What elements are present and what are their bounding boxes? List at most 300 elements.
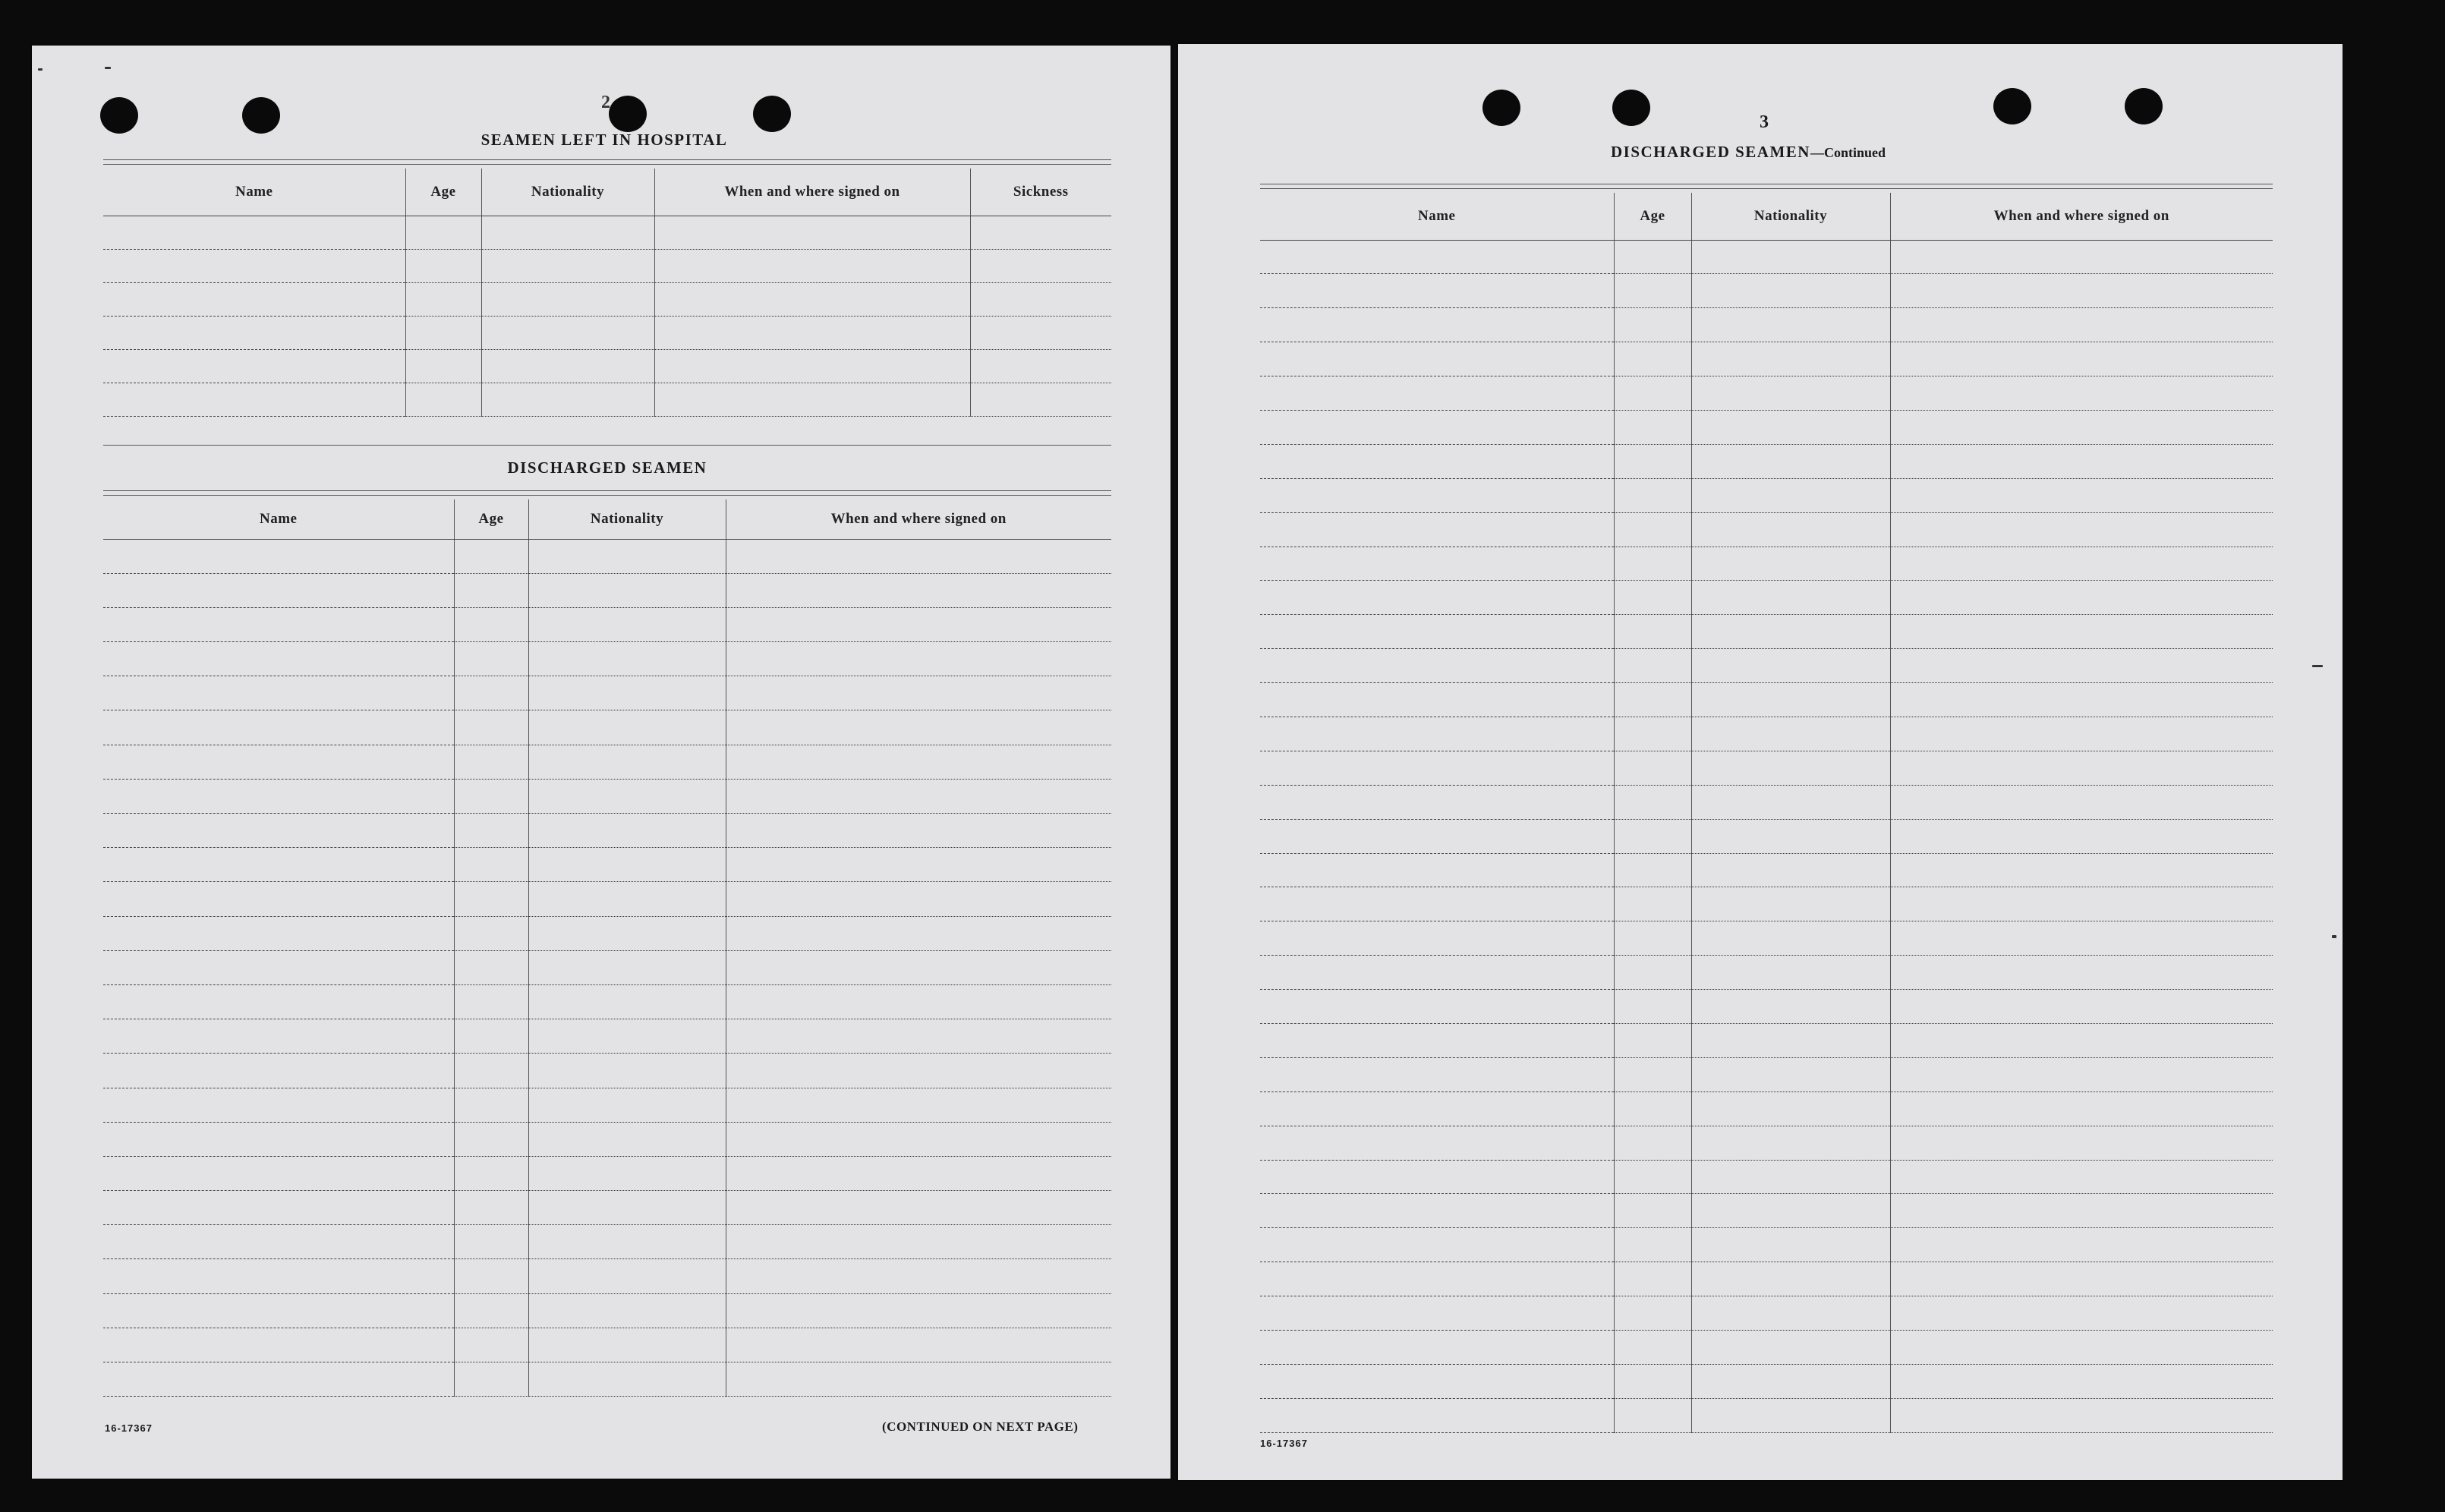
table-row — [103, 1225, 1111, 1259]
table-cell[interactable] — [103, 848, 454, 882]
table-header-row — [1260, 193, 2273, 240]
table-cell[interactable] — [1691, 410, 1890, 444]
table-cell[interactable] — [1890, 1296, 2273, 1331]
table-cell[interactable] — [454, 1054, 528, 1088]
table-cell[interactable] — [1890, 478, 2273, 512]
table-cell[interactable] — [528, 814, 726, 848]
table-cell[interactable] — [454, 745, 528, 779]
table-cell[interactable] — [481, 349, 654, 383]
table-cell[interactable] — [726, 1225, 1111, 1259]
table-cell[interactable] — [726, 950, 1111, 984]
table-cell[interactable] — [528, 779, 726, 813]
column-header: Name — [1260, 193, 1614, 240]
table-cell[interactable] — [1614, 1228, 1691, 1262]
table-cell[interactable] — [528, 1259, 726, 1293]
table-cell[interactable] — [1890, 1228, 2273, 1262]
table-cell[interactable] — [1260, 853, 1614, 887]
table-cell[interactable] — [1691, 1194, 1890, 1228]
table-cell[interactable] — [103, 676, 454, 710]
table-cell[interactable] — [454, 642, 528, 676]
table-cell[interactable] — [103, 916, 454, 950]
table-cell[interactable] — [1614, 1364, 1691, 1398]
section-title-text: DISCHARGED SEAMEN — [1611, 143, 1810, 161]
table-cell[interactable] — [1614, 1262, 1691, 1296]
table-cell[interactable] — [1260, 1160, 1614, 1194]
table-cell[interactable] — [454, 950, 528, 984]
table-cell[interactable] — [103, 710, 454, 745]
table-cell[interactable] — [1614, 547, 1691, 581]
table-cell[interactable] — [528, 950, 726, 984]
table-cell[interactable] — [1691, 649, 1890, 683]
table-cell[interactable] — [1614, 819, 1691, 853]
table-cell[interactable] — [1260, 819, 1614, 853]
table-cell[interactable] — [1260, 274, 1614, 308]
table-cell[interactable] — [528, 1191, 726, 1225]
table-cell[interactable] — [1890, 649, 2273, 683]
table-cell[interactable] — [528, 710, 726, 745]
left-page — [32, 46, 1171, 1479]
table-cell[interactable] — [1691, 956, 1890, 990]
column-header: When and where signed on — [654, 169, 970, 216]
table-cell[interactable] — [970, 349, 1111, 383]
table-cell[interactable] — [1890, 581, 2273, 615]
table-cell[interactable] — [726, 710, 1111, 745]
table-cell[interactable] — [103, 216, 405, 249]
table-cell[interactable] — [1260, 990, 1614, 1024]
table-row — [1260, 308, 2273, 342]
table-cell[interactable] — [726, 1054, 1111, 1088]
table-cell[interactable] — [654, 282, 970, 316]
table-cell[interactable] — [1614, 990, 1691, 1024]
table-cell[interactable] — [1614, 1126, 1691, 1160]
table-cell[interactable] — [726, 573, 1111, 607]
table-cell[interactable] — [1614, 1057, 1691, 1091]
page-number: 3 — [1760, 112, 1769, 132]
table-cell[interactable] — [454, 1156, 528, 1190]
table-cell[interactable] — [481, 383, 654, 416]
table-cell[interactable] — [103, 1328, 454, 1362]
table-cell[interactable] — [528, 539, 726, 573]
table-cell[interactable] — [726, 745, 1111, 779]
table-cell[interactable] — [528, 1088, 726, 1122]
table-cell[interactable] — [1691, 921, 1890, 956]
table-cell[interactable] — [454, 1122, 528, 1156]
table-cell[interactable] — [726, 642, 1111, 676]
table-row — [1260, 547, 2273, 581]
table-cell[interactable] — [454, 1019, 528, 1054]
table-cell[interactable] — [1890, 615, 2273, 649]
table-cell[interactable] — [1614, 581, 1691, 615]
table-cell[interactable] — [1890, 751, 2273, 785]
table-cell[interactable] — [1890, 956, 2273, 990]
table-row — [1260, 444, 2273, 478]
table-cell[interactable] — [1691, 1160, 1890, 1194]
table-cell[interactable] — [1260, 1364, 1614, 1398]
table-cell[interactable] — [528, 1328, 726, 1362]
table-cell[interactable] — [103, 950, 454, 984]
table-cell[interactable] — [454, 573, 528, 607]
table-cell[interactable] — [1614, 1023, 1691, 1057]
table-cell[interactable] — [1691, 547, 1890, 581]
table-cell[interactable] — [454, 1259, 528, 1293]
table-cell[interactable] — [1691, 376, 1890, 411]
table-cell[interactable] — [1614, 1331, 1691, 1365]
table-cell[interactable] — [528, 1225, 726, 1259]
table-cell[interactable] — [1691, 1057, 1890, 1091]
table-cell[interactable] — [103, 282, 405, 316]
table-cell[interactable] — [1614, 649, 1691, 683]
table-cell[interactable] — [970, 282, 1111, 316]
table-row — [1260, 1228, 2273, 1262]
table-cell[interactable] — [1614, 887, 1691, 921]
table-cell[interactable] — [1614, 683, 1691, 717]
punch-hole — [1612, 90, 1650, 126]
table-cell[interactable] — [1260, 581, 1614, 615]
table-cell[interactable] — [1890, 1262, 2273, 1296]
table-cell[interactable] — [103, 1122, 454, 1156]
table-cell[interactable] — [1890, 819, 2273, 853]
table-cell[interactable] — [454, 779, 528, 813]
table-cell[interactable] — [1260, 376, 1614, 411]
table-cell[interactable] — [103, 984, 454, 1019]
table-cell[interactable] — [1260, 1296, 1614, 1331]
table-cell[interactable] — [1890, 274, 2273, 308]
table-cell[interactable] — [1691, 1398, 1890, 1432]
table-cell[interactable] — [481, 249, 654, 282]
table-cell[interactable] — [103, 1088, 454, 1122]
table-cell[interactable] — [654, 249, 970, 282]
continued-note: (CONTINUED ON NEXT PAGE) — [882, 1419, 1079, 1434]
table-cell[interactable] — [726, 1088, 1111, 1122]
table-cell[interactable] — [1260, 921, 1614, 956]
table-cell[interactable] — [1614, 1296, 1691, 1331]
table-cell[interactable] — [1890, 1364, 2273, 1398]
table-cell[interactable] — [1691, 1331, 1890, 1365]
table-cell[interactable] — [481, 216, 654, 249]
table-cell[interactable] — [1890, 1091, 2273, 1126]
table-cell[interactable] — [654, 383, 970, 416]
table-cell[interactable] — [1260, 751, 1614, 785]
table-cell[interactable] — [1260, 1262, 1614, 1296]
table-cell[interactable] — [528, 573, 726, 607]
table-cell[interactable] — [1691, 751, 1890, 785]
table-cell[interactable] — [1614, 376, 1691, 411]
table-cell[interactable] — [405, 383, 481, 416]
table-cell[interactable] — [103, 607, 454, 641]
table-cell[interactable] — [970, 249, 1111, 282]
table-cell[interactable] — [454, 814, 528, 848]
table-cell[interactable] — [1260, 649, 1614, 683]
table-cell[interactable] — [454, 539, 528, 573]
table-cell[interactable] — [726, 1293, 1111, 1328]
table-cell[interactable] — [1890, 240, 2273, 274]
table-cell[interactable] — [1260, 887, 1614, 921]
table-cell[interactable] — [1691, 342, 1890, 376]
table-cell[interactable] — [726, 539, 1111, 573]
table-cell[interactable] — [454, 1191, 528, 1225]
table-cell[interactable] — [726, 676, 1111, 710]
table-cell[interactable] — [1691, 1228, 1890, 1262]
table-cell[interactable] — [405, 249, 481, 282]
table-cell[interactable] — [1691, 1023, 1890, 1057]
table-cell[interactable] — [1260, 1023, 1614, 1057]
table-cell[interactable] — [454, 607, 528, 641]
table-cell[interactable] — [1260, 444, 1614, 478]
table-cell[interactable] — [1614, 921, 1691, 956]
table-row — [1260, 990, 2273, 1024]
table-row — [1260, 1262, 2273, 1296]
table-cell[interactable] — [1614, 1194, 1691, 1228]
table-cell[interactable] — [726, 1019, 1111, 1054]
table-cell[interactable] — [103, 1293, 454, 1328]
table-cell[interactable] — [1260, 240, 1614, 274]
table-cell[interactable] — [481, 282, 654, 316]
table-cell[interactable] — [103, 1225, 454, 1259]
table-cell[interactable] — [405, 282, 481, 316]
table-cell[interactable] — [103, 316, 405, 349]
table-cell[interactable] — [1691, 887, 1890, 921]
table-cell[interactable] — [1691, 1126, 1890, 1160]
table-cell[interactable] — [103, 1362, 454, 1397]
table-cell[interactable] — [103, 745, 454, 779]
table-cell[interactable] — [454, 882, 528, 916]
table-cell[interactable] — [1260, 1126, 1614, 1160]
column-header: Age — [1614, 193, 1691, 240]
table-cell[interactable] — [1890, 444, 2273, 478]
table-cell[interactable] — [1890, 410, 2273, 444]
table-cell[interactable] — [1691, 581, 1890, 615]
table-cell[interactable] — [1890, 1023, 2273, 1057]
table-cell[interactable] — [454, 710, 528, 745]
table-cell[interactable] — [454, 1293, 528, 1328]
table-cell[interactable] — [1691, 853, 1890, 887]
table-cell[interactable] — [1890, 887, 2273, 921]
table-cell[interactable] — [528, 1019, 726, 1054]
table-cell[interactable] — [1614, 240, 1691, 274]
table-cell[interactable] — [726, 814, 1111, 848]
table-cell[interactable] — [1260, 1091, 1614, 1126]
table-cell[interactable] — [726, 607, 1111, 641]
table-cell[interactable] — [103, 1054, 454, 1088]
table-cell[interactable] — [1260, 785, 1614, 819]
table-cell[interactable] — [1890, 1398, 2273, 1432]
punch-hole — [753, 96, 791, 132]
table-cell[interactable] — [1890, 308, 2273, 342]
table-cell[interactable] — [1890, 376, 2273, 411]
table-cell[interactable] — [1260, 342, 1614, 376]
table-cell[interactable] — [528, 676, 726, 710]
table-cell[interactable] — [1614, 717, 1691, 751]
table-header-row — [103, 499, 1111, 539]
table-cell[interactable] — [454, 916, 528, 950]
table-cell[interactable] — [1614, 615, 1691, 649]
table-cell[interactable] — [103, 349, 405, 383]
table-cell[interactable] — [726, 916, 1111, 950]
table-cell[interactable] — [726, 882, 1111, 916]
table-cell[interactable] — [726, 1156, 1111, 1190]
table-cell[interactable] — [528, 642, 726, 676]
table-cell[interactable] — [726, 779, 1111, 813]
table-cell[interactable] — [1614, 785, 1691, 819]
table-cell[interactable] — [1614, 512, 1691, 547]
table-cell[interactable] — [1614, 751, 1691, 785]
table-cell[interactable] — [1691, 512, 1890, 547]
table-cell[interactable] — [1614, 853, 1691, 887]
table-cell[interactable] — [1890, 990, 2273, 1024]
table-cell[interactable] — [528, 745, 726, 779]
table-row — [103, 642, 1111, 676]
table-cell[interactable] — [103, 642, 454, 676]
table-cell[interactable] — [726, 848, 1111, 882]
table-cell[interactable] — [1614, 444, 1691, 478]
table-cell[interactable] — [1260, 547, 1614, 581]
table-cell[interactable] — [726, 984, 1111, 1019]
table-cell[interactable] — [1691, 1091, 1890, 1126]
table-cell[interactable] — [1614, 410, 1691, 444]
table-cell[interactable] — [528, 1122, 726, 1156]
table-row — [1260, 819, 2273, 853]
table-cell[interactable] — [726, 1122, 1111, 1156]
table-cell[interactable] — [454, 848, 528, 882]
table-cell[interactable] — [1890, 1126, 2273, 1160]
table-cell[interactable] — [405, 316, 481, 349]
table-cell[interactable] — [1890, 921, 2273, 956]
table-cell[interactable] — [1614, 956, 1691, 990]
table-cell[interactable] — [1260, 683, 1614, 717]
table-cell[interactable] — [1260, 1228, 1614, 1262]
column-header: When and where signed on — [1890, 193, 2273, 240]
table-cell[interactable] — [528, 607, 726, 641]
table-row — [103, 710, 1111, 745]
table-cell[interactable] — [1691, 615, 1890, 649]
table-cell[interactable] — [1890, 1057, 2273, 1091]
table-cell[interactable] — [1691, 1364, 1890, 1398]
table-cell[interactable] — [528, 848, 726, 882]
table-cell[interactable] — [1614, 308, 1691, 342]
table-cell[interactable] — [405, 216, 481, 249]
table-cell[interactable] — [1260, 410, 1614, 444]
table-cell[interactable] — [481, 316, 654, 349]
table-cell[interactable] — [528, 984, 726, 1019]
table-cell[interactable] — [1691, 1296, 1890, 1331]
table-header-row — [103, 169, 1111, 216]
table-cell[interactable] — [103, 779, 454, 813]
table-cell[interactable] — [970, 383, 1111, 416]
table-cell[interactable] — [1614, 1398, 1691, 1432]
table-cell[interactable] — [970, 216, 1111, 249]
table-cell[interactable] — [1691, 990, 1890, 1024]
table-row — [1260, 1160, 2273, 1194]
table-cell[interactable] — [726, 1362, 1111, 1397]
table-cell[interactable] — [1260, 717, 1614, 751]
table-cell[interactable] — [103, 1019, 454, 1054]
table-cell[interactable] — [454, 1225, 528, 1259]
table-cell[interactable] — [1691, 444, 1890, 478]
punch-hole — [1993, 88, 2031, 124]
table-cell[interactable] — [1691, 785, 1890, 819]
table-cell[interactable] — [103, 1259, 454, 1293]
table-cell[interactable] — [1260, 512, 1614, 547]
table-cell[interactable] — [103, 383, 405, 416]
table-cell[interactable] — [1691, 1262, 1890, 1296]
table-cell[interactable] — [1260, 956, 1614, 990]
table-cell[interactable] — [528, 916, 726, 950]
table-cell[interactable] — [970, 316, 1111, 349]
table-cell[interactable] — [1614, 342, 1691, 376]
table-cell[interactable] — [103, 1156, 454, 1190]
table-cell[interactable] — [1890, 547, 2273, 581]
table-cell[interactable] — [1260, 478, 1614, 512]
table-cell[interactable] — [1260, 1398, 1614, 1432]
table-row — [1260, 1194, 2273, 1228]
table-cell[interactable] — [1890, 1194, 2273, 1228]
table-cell[interactable] — [454, 676, 528, 710]
table-cell[interactable] — [454, 1088, 528, 1122]
table-cell[interactable] — [103, 249, 405, 282]
table-cell[interactable] — [1614, 1091, 1691, 1126]
table-cell[interactable] — [1691, 717, 1890, 751]
table-cell[interactable] — [103, 882, 454, 916]
table-cell[interactable] — [654, 316, 970, 349]
table-cell[interactable] — [1691, 308, 1890, 342]
table-cell[interactable] — [1890, 853, 2273, 887]
table-cell[interactable] — [103, 1191, 454, 1225]
table-cell[interactable] — [726, 1191, 1111, 1225]
table-cell[interactable] — [1691, 683, 1890, 717]
form-code: 16-17367 — [1260, 1438, 1308, 1449]
table-cell[interactable] — [528, 1293, 726, 1328]
table-cell[interactable] — [1260, 308, 1614, 342]
table-cell[interactable] — [1691, 819, 1890, 853]
table-cell[interactable] — [1890, 785, 2273, 819]
table-cell[interactable] — [454, 1328, 528, 1362]
table-cell[interactable] — [1260, 1331, 1614, 1365]
table-cell[interactable] — [1691, 478, 1890, 512]
table-cell[interactable] — [1260, 1194, 1614, 1228]
table-cell[interactable] — [528, 1054, 726, 1088]
table-cell[interactable] — [1890, 1160, 2273, 1194]
table-cell[interactable] — [103, 539, 454, 573]
table-cell[interactable] — [1890, 342, 2273, 376]
table-cell[interactable] — [103, 573, 454, 607]
table-cell[interactable] — [1890, 717, 2273, 751]
table-body — [103, 539, 1111, 1397]
table-cell[interactable] — [528, 882, 726, 916]
table-cell[interactable] — [1260, 615, 1614, 649]
table-cell[interactable] — [454, 1362, 528, 1397]
table-cell[interactable] — [654, 216, 970, 249]
table-cell[interactable] — [1691, 274, 1890, 308]
table-cell[interactable] — [1890, 512, 2273, 547]
table-cell[interactable] — [1260, 1057, 1614, 1091]
table-cell[interactable] — [654, 349, 970, 383]
table-cell[interactable] — [528, 1156, 726, 1190]
double-rule — [103, 159, 1111, 165]
table-cell[interactable] — [528, 1362, 726, 1397]
table-cell[interactable] — [1890, 1331, 2273, 1365]
table-cell[interactable] — [454, 984, 528, 1019]
table-cell[interactable] — [1614, 1160, 1691, 1194]
table-cell[interactable] — [1614, 478, 1691, 512]
table-cell[interactable] — [1691, 240, 1890, 274]
table-cell[interactable] — [726, 1328, 1111, 1362]
table-cell[interactable] — [1890, 683, 2273, 717]
table-row — [103, 249, 1111, 282]
table-cell[interactable] — [1614, 274, 1691, 308]
table-cell[interactable] — [103, 814, 454, 848]
table-cell[interactable] — [405, 349, 481, 383]
table-cell[interactable] — [726, 1259, 1111, 1293]
